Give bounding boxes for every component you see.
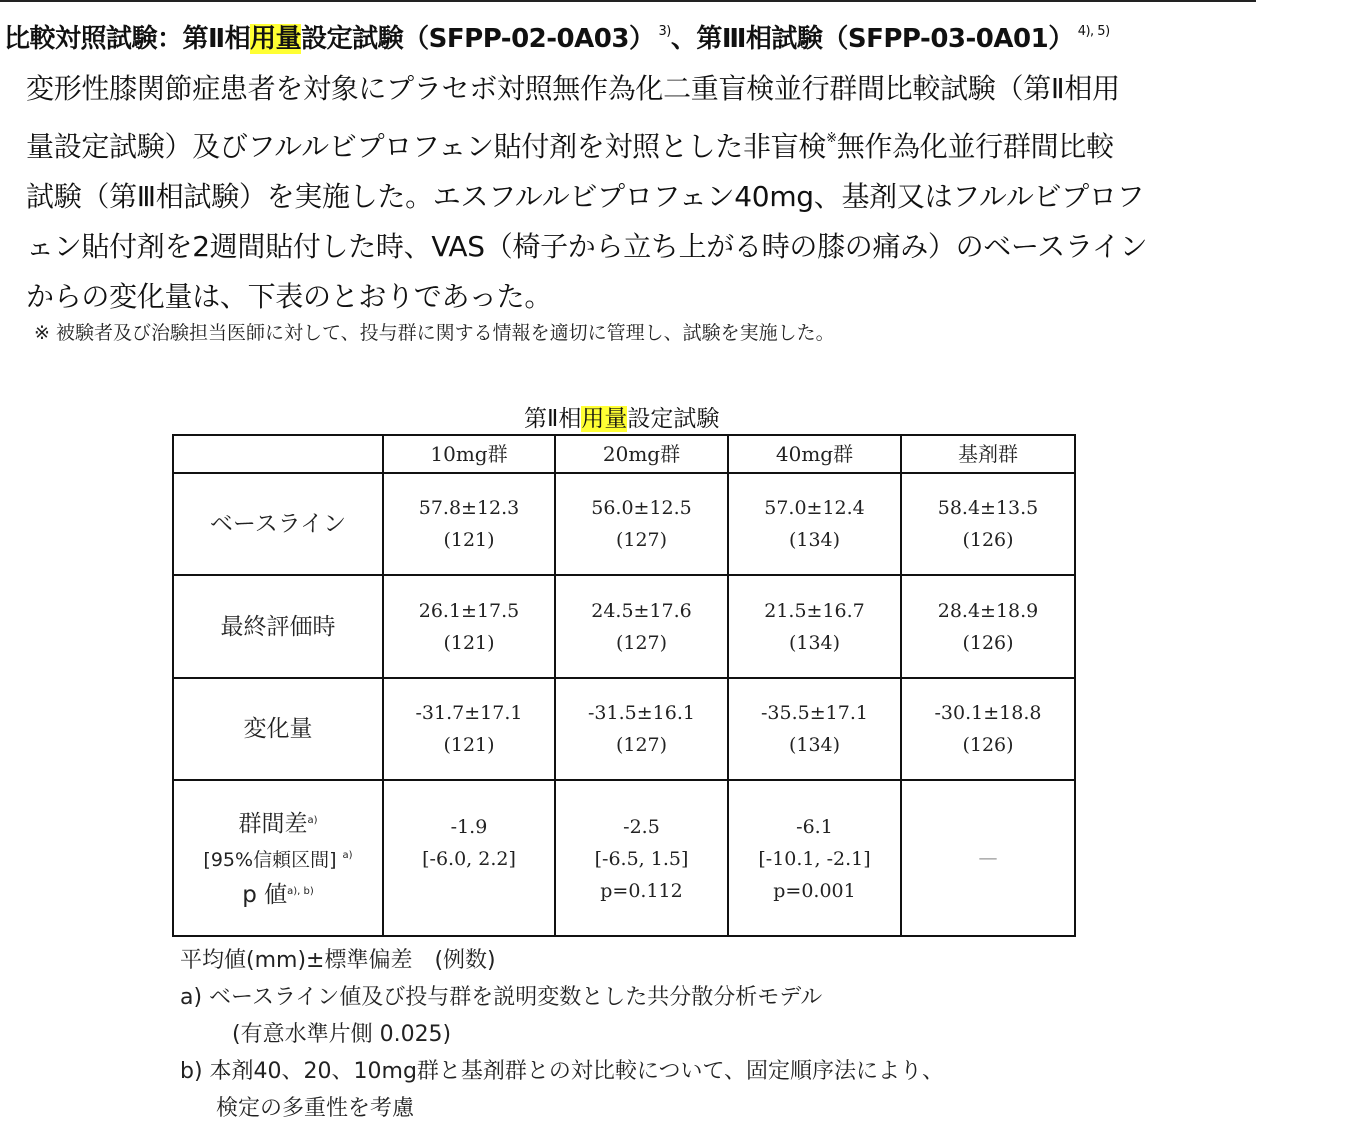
- cell-value: -31.5±16.1: [588, 702, 695, 724]
- cell-n: (127): [615, 734, 668, 756]
- table-cell: [728, 678, 901, 780]
- cell-n: (127): [615, 631, 668, 654]
- cell-value: -30.1±18.8: [934, 702, 1042, 724]
- intro-paragraph: [26, 64, 1256, 322]
- diff-value: -2.5: [623, 816, 660, 838]
- table-row-group-difference: [173, 780, 1075, 936]
- heading-ref-2: 4), 5): [1077, 24, 1110, 39]
- footnote-legend: 平均値(mm)±標準偏差 (例数): [180, 948, 496, 973]
- p-label-sup: a), b): [287, 886, 314, 897]
- column-header: 20mg群: [555, 435, 728, 473]
- table-title-suffix: 設定試験: [627, 406, 720, 432]
- empty-dash: —: [978, 847, 998, 869]
- table-cell: [728, 780, 901, 936]
- column-header: 基剤群: [901, 435, 1075, 473]
- table-cell: [383, 575, 555, 678]
- row-label: 最終評価時: [173, 575, 383, 678]
- heading-suffix: 設定試験（SFPP-02-0A03）: [301, 24, 655, 54]
- cell-n: (126): [962, 529, 1014, 551]
- table-cell: [901, 575, 1075, 678]
- table-title-highlight: 用量: [581, 406, 628, 432]
- footnotes: [180, 942, 944, 1127]
- intro-line-2: [26, 114, 1256, 172]
- cell-n: (134): [788, 631, 841, 654]
- p-value: p=0.112: [600, 880, 683, 902]
- heading-highlight: 用量: [250, 24, 302, 54]
- ci-value: [-6.0, 2.2]: [422, 848, 516, 870]
- cell-value: 26.1±17.5: [418, 599, 520, 622]
- results-table: [172, 434, 1076, 937]
- table-cell: [555, 678, 728, 780]
- cell-value: 57.8±12.3: [418, 497, 520, 519]
- ci-value: [-6.5, 1.5]: [594, 848, 689, 870]
- intro-line-2b: 無作為化並行群間比較: [836, 130, 1114, 163]
- cell-value: -35.5±17.1: [761, 702, 868, 724]
- table-header-row: [173, 435, 1075, 473]
- table-cell: [383, 473, 555, 575]
- cell-n: (134): [788, 529, 841, 551]
- table-cell: [901, 473, 1075, 575]
- blinding-note: ※ 被験者及び治験担当医師に対して、投与群に関する情報を適切に管理し、試験を実施した。: [34, 322, 835, 344]
- diff-value: -1.9: [450, 816, 488, 838]
- diff-label-text: 群間差: [238, 811, 308, 837]
- table-cell: [901, 780, 1075, 936]
- heading-middle: 、第Ⅲ相試験（SFPP-03-0A01）: [670, 24, 1074, 54]
- cell-value: 56.0±12.5: [591, 497, 692, 519]
- table-row: [173, 575, 1075, 678]
- intro-line-2a: 量設定試験）及びフルルビプロフェン貼付剤を対照とした非盲検: [26, 130, 827, 163]
- heading-prefix: 比較対照試験：第Ⅱ相: [4, 24, 251, 54]
- p-value: p=0.001: [773, 880, 856, 902]
- ci-label-text: [95%信頼区間]: [203, 849, 337, 871]
- diff-label-line-1: [174, 805, 382, 840]
- table-title: [524, 400, 719, 433]
- row-label: ベースライン: [173, 473, 383, 575]
- p-label-text: p 値: [242, 882, 288, 908]
- intro-line-1: 変形性膝関節症患者を対象にプラセボ対照無作為化二重盲検並行群間比較試験（第Ⅱ相用: [26, 72, 1120, 105]
- table-cell: [383, 780, 555, 936]
- table-title-prefix: 第Ⅱ相: [524, 406, 582, 432]
- cell-n: (134): [788, 734, 841, 756]
- footnote-b-cont: 検定の多重性を考慮: [216, 1096, 415, 1121]
- diff-value: -6.1: [796, 816, 833, 838]
- column-header: 40mg群: [728, 435, 901, 473]
- cell-value: 28.4±18.9: [937, 599, 1039, 622]
- cell-value: 58.4±13.5: [937, 497, 1039, 519]
- heading-ref-1: 3): [658, 24, 671, 39]
- intro-line-4: ェン貼付剤を2週間貼付した時、VAS（椅子から立ち上がる時の膝の痛み）のベースライン: [26, 230, 1148, 263]
- row-label: 変化量: [173, 678, 383, 780]
- cell-value: 24.5±17.6: [591, 599, 692, 622]
- table-cell: [555, 575, 728, 678]
- cell-value: -31.7±17.1: [415, 702, 523, 724]
- cell-n: (127): [615, 529, 668, 551]
- header-empty-cell: [173, 435, 383, 473]
- ci-value: [-10.1, -2.1]: [758, 848, 871, 870]
- cell-n: (121): [443, 734, 495, 756]
- cell-value: 57.0±12.4: [764, 497, 865, 519]
- footnote-a-cont: (有意水準片側 0.025): [232, 1022, 452, 1047]
- footnote-b: b) 本剤40、20、10mg群と基剤群との対比較について、固定順序法により、: [180, 1059, 945, 1084]
- cell-n: (126): [962, 631, 1014, 654]
- section-heading: [4, 18, 1110, 55]
- row-label: [173, 780, 383, 936]
- top-rule: [0, 0, 1256, 2]
- table-row: [173, 678, 1075, 780]
- table-cell: [555, 780, 728, 936]
- intro-note-mark: ※: [826, 131, 837, 146]
- column-header: 10mg群: [383, 435, 555, 473]
- table-row: [173, 473, 1075, 575]
- diff-label-line-2: [174, 840, 382, 876]
- intro-line-5: からの変化量は、下表のとおりであった。: [26, 280, 553, 313]
- table-cell: [901, 678, 1075, 780]
- table-cell: [383, 678, 555, 780]
- intro-line-3: 試験（第Ⅲ相試験）を実施した。エスフルルビプロフェン40mg、基剤又はフルルビプロフ: [26, 180, 1145, 213]
- footnote-a: a) ベースライン値及び投与群を説明変数とした共分散分析モデル: [180, 985, 823, 1010]
- cell-n: (121): [443, 631, 495, 654]
- diff-label-line-3: [174, 876, 382, 911]
- table-cell: [728, 473, 901, 575]
- cell-value: 21.5±16.7: [764, 599, 865, 622]
- cell-n: (121): [443, 529, 495, 551]
- table-cell: [728, 575, 901, 678]
- ci-label-sup: a): [342, 850, 353, 861]
- table-cell: [555, 473, 728, 575]
- diff-label-sup: a): [307, 815, 318, 826]
- cell-n: (126): [962, 734, 1014, 756]
